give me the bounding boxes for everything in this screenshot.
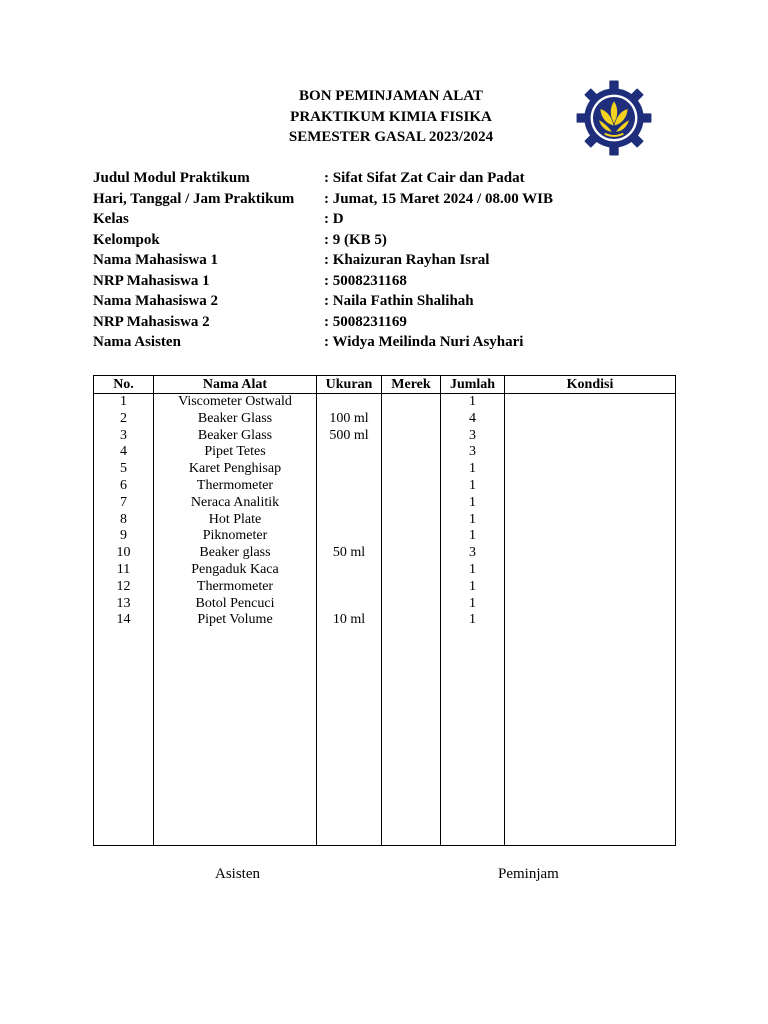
cell-merek bbox=[382, 612, 441, 629]
cell-nama-alat: Pipet Tetes bbox=[154, 444, 317, 461]
cell-nama-alat: Thermometer bbox=[154, 478, 317, 495]
cell-kondisi bbox=[505, 478, 676, 495]
header-jumlah: Jumlah bbox=[441, 376, 505, 394]
cell-ukuran bbox=[317, 528, 382, 545]
signature-asisten: Asisten bbox=[215, 866, 260, 882]
cell-nama-alat: Pipet Volume bbox=[154, 612, 317, 629]
document-title bbox=[200, 86, 582, 148]
cell-ukuran bbox=[317, 495, 382, 512]
info-label: Nama Mahasiswa 1 bbox=[93, 252, 219, 268]
table-row bbox=[94, 444, 676, 461]
cell-merek bbox=[382, 444, 441, 461]
table-empty-space bbox=[94, 629, 676, 845]
info-value: : 5008231169 bbox=[324, 313, 407, 330]
cell-kondisi bbox=[505, 562, 676, 579]
cell-nama-alat: Thermometer bbox=[154, 579, 317, 596]
info-label: Kelas bbox=[93, 211, 129, 227]
cell-ukuran bbox=[317, 562, 382, 579]
header-nama-alat: Nama Alat bbox=[154, 376, 317, 394]
cell-kondisi bbox=[505, 495, 676, 512]
cell-no: 8 bbox=[94, 512, 154, 529]
cell-jumlah: 1 bbox=[441, 495, 505, 512]
cell-ukuran bbox=[317, 596, 382, 613]
cell-kondisi bbox=[505, 444, 676, 461]
info-label: Judul Modul Praktikum bbox=[93, 170, 250, 186]
cell-kondisi bbox=[505, 411, 676, 428]
info-row-nama-mhs-1 bbox=[93, 250, 553, 271]
cell-no: 13 bbox=[94, 596, 154, 613]
cell-jumlah: 3 bbox=[441, 444, 505, 461]
cell-no: 5 bbox=[94, 461, 154, 478]
info-value: : Khaizuran Rayhan Isral bbox=[324, 252, 490, 268]
cell-kondisi bbox=[505, 579, 676, 596]
cell-ukuran: 500 ml bbox=[317, 428, 382, 445]
cell-merek bbox=[382, 478, 441, 495]
cell-ukuran bbox=[317, 394, 382, 411]
info-label: NRP Mahasiswa 2 bbox=[93, 313, 210, 330]
cell-no: 14 bbox=[94, 612, 154, 629]
cell-kondisi bbox=[505, 528, 676, 545]
cell-kondisi bbox=[505, 461, 676, 478]
cell-merek bbox=[382, 596, 441, 613]
cell-jumlah: 1 bbox=[441, 562, 505, 579]
cell-nama-alat: Viscometer Ostwald bbox=[154, 394, 317, 411]
cell-merek bbox=[382, 528, 441, 545]
cell-jumlah: 1 bbox=[441, 579, 505, 596]
cell-no: 4 bbox=[94, 444, 154, 461]
info-row-kelas bbox=[93, 209, 553, 230]
table-row bbox=[94, 428, 676, 445]
cell-ukuran bbox=[317, 579, 382, 596]
cell-kondisi bbox=[505, 394, 676, 411]
cell-ukuran bbox=[317, 478, 382, 495]
info-value: : Naila Fathin Shalihah bbox=[324, 293, 474, 309]
cell-nama-alat: Beaker glass bbox=[154, 545, 317, 562]
cell-no: 6 bbox=[94, 478, 154, 495]
cell-no: 11 bbox=[94, 562, 154, 579]
cell-ukuran bbox=[317, 461, 382, 478]
cell-merek bbox=[382, 461, 441, 478]
cell-merek bbox=[382, 428, 441, 445]
cell-kondisi bbox=[505, 596, 676, 613]
table-row bbox=[94, 411, 676, 428]
cell-ukuran: 10 ml bbox=[317, 612, 382, 629]
table-row bbox=[94, 545, 676, 562]
cell-jumlah: 1 bbox=[441, 478, 505, 495]
cell-kondisi bbox=[505, 512, 676, 529]
info-row-kelompok bbox=[93, 230, 553, 251]
table-row bbox=[94, 461, 676, 478]
cell-merek bbox=[382, 512, 441, 529]
title-line-1: BON PEMINJAMAN ALAT bbox=[299, 88, 483, 104]
cell-merek bbox=[382, 411, 441, 428]
cell-ukuran bbox=[317, 512, 382, 529]
cell-jumlah: 3 bbox=[441, 428, 505, 445]
info-row-judul bbox=[93, 168, 553, 189]
cell-merek bbox=[382, 394, 441, 411]
table-row bbox=[94, 596, 676, 613]
table-row bbox=[94, 612, 676, 629]
cell-no: 1 bbox=[94, 394, 154, 411]
its-gear-logo-icon bbox=[575, 79, 653, 157]
info-row-nama-mhs-2 bbox=[93, 291, 553, 312]
cell-ukuran: 100 ml bbox=[317, 411, 382, 428]
info-value: : Sifat Sifat Zat Cair dan Padat bbox=[324, 170, 525, 186]
signature-peminjam: Peminjam bbox=[498, 866, 559, 882]
info-row-nrp-mhs-2 bbox=[93, 312, 553, 333]
cell-nama-alat: Hot Plate bbox=[154, 512, 317, 529]
cell-kondisi bbox=[505, 545, 676, 562]
cell-jumlah: 1 bbox=[441, 596, 505, 613]
info-value: : 9 (KB 5) bbox=[324, 231, 387, 248]
cell-merek bbox=[382, 579, 441, 596]
title-line-3: SEMESTER GASAL 2023/2024 bbox=[288, 129, 494, 145]
cell-no: 7 bbox=[94, 495, 154, 512]
cell-no: 2 bbox=[94, 411, 154, 428]
info-row-hari bbox=[93, 189, 553, 210]
cell-kondisi bbox=[505, 428, 676, 445]
cell-jumlah: 4 bbox=[441, 411, 505, 428]
table-header-row bbox=[94, 376, 676, 394]
cell-jumlah: 1 bbox=[441, 394, 505, 411]
info-row-asisten bbox=[93, 332, 553, 353]
equipment-table bbox=[93, 375, 676, 846]
info-label: Hari, Tanggal / Jam Praktikum bbox=[93, 190, 295, 207]
table-row bbox=[94, 478, 676, 495]
info-value: : D bbox=[324, 211, 344, 227]
info-section bbox=[93, 168, 553, 353]
cell-nama-alat: Piknometer bbox=[154, 528, 317, 545]
info-value: : 5008231168 bbox=[324, 272, 407, 289]
header-ukuran: Ukuran bbox=[317, 376, 382, 394]
cell-kondisi bbox=[505, 612, 676, 629]
cell-no: 3 bbox=[94, 428, 154, 445]
cell-ukuran: 50 ml bbox=[317, 545, 382, 562]
cell-no: 10 bbox=[94, 545, 154, 562]
cell-merek bbox=[382, 545, 441, 562]
cell-ukuran bbox=[317, 444, 382, 461]
header-kondisi: Kondisi bbox=[505, 376, 676, 394]
cell-no: 12 bbox=[94, 579, 154, 596]
title-line-2: PRAKTIKUM KIMIA FISIKA bbox=[290, 108, 492, 125]
cell-jumlah: 1 bbox=[441, 612, 505, 629]
cell-nama-alat: Pengaduk Kaca bbox=[154, 562, 317, 579]
info-value: : Widya Meilinda Nuri Asyhari bbox=[324, 334, 524, 350]
cell-nama-alat: Beaker Glass bbox=[154, 411, 317, 428]
cell-nama-alat: Botol Pencuci bbox=[154, 596, 317, 613]
info-label: Nama Mahasiswa 2 bbox=[93, 293, 219, 309]
table-row bbox=[94, 562, 676, 579]
info-label: NRP Mahasiswa 1 bbox=[93, 272, 210, 289]
cell-jumlah: 1 bbox=[441, 528, 505, 545]
cell-nama-alat: Neraca Analitik bbox=[154, 495, 317, 512]
table-row bbox=[94, 394, 676, 411]
info-label: Kelompok bbox=[93, 231, 160, 248]
cell-jumlah: 1 bbox=[441, 512, 505, 529]
info-value: : Jumat, 15 Maret 2024 / 08.00 WIB bbox=[324, 190, 554, 207]
table-row bbox=[94, 528, 676, 545]
cell-no: 9 bbox=[94, 528, 154, 545]
cell-merek bbox=[382, 562, 441, 579]
info-row-nrp-mhs-1 bbox=[93, 271, 553, 292]
table-row bbox=[94, 495, 676, 512]
header-merek: Merek bbox=[382, 376, 441, 394]
cell-merek bbox=[382, 495, 441, 512]
cell-nama-alat: Beaker Glass bbox=[154, 428, 317, 445]
header-no: No. bbox=[94, 376, 154, 394]
table-row bbox=[94, 512, 676, 529]
cell-nama-alat: Karet Penghisap bbox=[154, 461, 317, 478]
table-row bbox=[94, 579, 676, 596]
cell-jumlah: 1 bbox=[441, 461, 505, 478]
cell-jumlah: 3 bbox=[441, 545, 505, 562]
info-label: Nama Asisten bbox=[93, 334, 181, 350]
